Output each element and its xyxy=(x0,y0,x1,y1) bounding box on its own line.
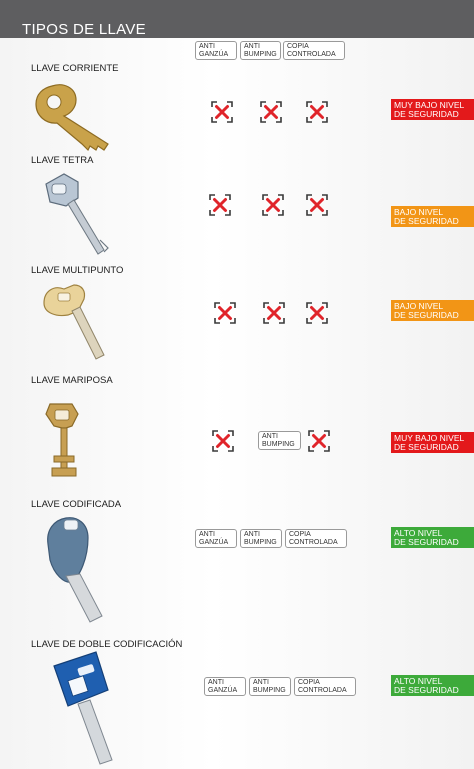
x-mark-icon xyxy=(306,101,328,123)
page-title: TIPOS DE LLAVE xyxy=(22,21,146,38)
coded-key-icon xyxy=(42,514,122,626)
feature-anti-bumping-chip: ANTI BUMPING xyxy=(258,431,301,450)
x-mark-icon xyxy=(262,194,284,216)
security-level-badge: MUY BAJO NIVEL DE SEGURIDAD xyxy=(391,99,474,120)
security-level-badge: ALTO NIVEL DE SEGURIDAD xyxy=(391,527,474,548)
security-level-badge: BAJO NIVEL DE SEGURIDAD xyxy=(391,300,474,321)
feature-copia-controlada-chip: COPIA CONTROLADA xyxy=(294,677,356,696)
tetra-key-icon xyxy=(38,170,113,260)
multipoint-key-icon xyxy=(38,281,110,363)
x-mark-icon xyxy=(214,302,236,324)
security-level-badge: ALTO NIVEL DE SEGURIDAD xyxy=(391,675,474,696)
row-title-llave-tetra: LLAVE TETRA xyxy=(31,155,94,166)
feature-anti-bumping-chip: ANTI BUMPING xyxy=(240,529,282,548)
x-mark-icon xyxy=(308,430,330,452)
x-mark-icon xyxy=(306,194,328,216)
feature-anti-ganzua-chip: ANTI GANZÚA xyxy=(204,677,246,696)
x-mark-icon xyxy=(212,430,234,452)
feature-copia-controlada-chip: COPIA CONTROLADA xyxy=(285,529,347,548)
butterfly-key-icon xyxy=(40,400,90,484)
feature-anti-bumping-chip: ANTI BUMPING xyxy=(249,677,291,696)
x-mark-icon xyxy=(260,101,282,123)
row-title-llave-doble-codificacion: LLAVE DE DOBLE CODIFICACIÓN xyxy=(31,639,183,650)
legend-anti-ganzua-chip: ANTI GANZÚA xyxy=(195,41,237,60)
legend-copia-controlada-chip: COPIA CONTROLADA xyxy=(283,41,345,60)
row-title-llave-codificada: LLAVE CODIFICADA xyxy=(31,499,122,510)
x-mark-icon xyxy=(211,101,233,123)
row-title-llave-corriente: LLAVE CORRIENTE xyxy=(31,63,119,74)
legend-anti-bumping-chip: ANTI BUMPING xyxy=(240,41,281,60)
security-level-badge: BAJO NIVEL DE SEGURIDAD xyxy=(391,206,474,227)
x-mark-icon xyxy=(306,302,328,324)
row-title-llave-multipunto: LLAVE MULTIPUNTO xyxy=(31,265,124,276)
brass-key-icon xyxy=(30,78,125,158)
x-mark-icon xyxy=(209,194,231,216)
row-title-llave-mariposa: LLAVE MARIPOSA xyxy=(31,375,113,386)
security-level-badge: MUY BAJO NIVEL DE SEGURIDAD xyxy=(391,432,474,453)
double-coded-key-icon xyxy=(50,650,130,766)
feature-anti-ganzua-chip: ANTI GANZÚA xyxy=(195,529,237,548)
x-mark-icon xyxy=(263,302,285,324)
